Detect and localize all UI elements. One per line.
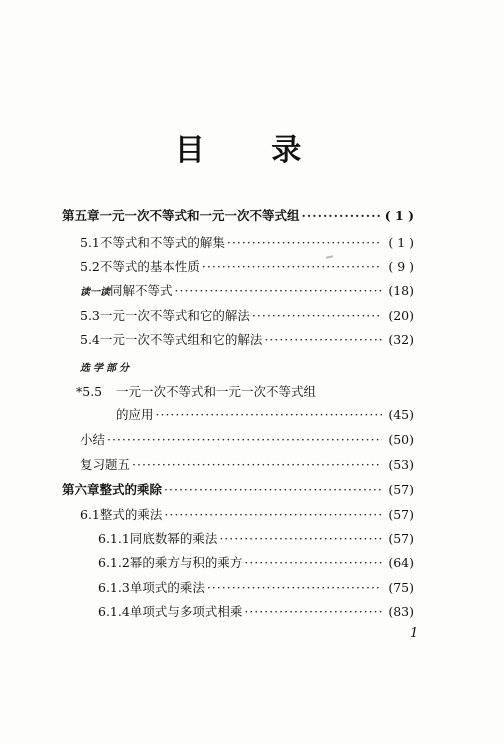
toc-entry-number: 5.1: [80, 235, 100, 250]
toc-leader-dots: [207, 580, 382, 596]
toc-entry-chapter-5: [62, 208, 414, 224]
toc-entry-page: (32): [388, 332, 414, 347]
toc-leader-dots: [156, 407, 382, 423]
toc-entry-number: 5.4: [80, 332, 100, 347]
toc-entry-number: 5.2: [80, 259, 100, 274]
toc-entry-number: *5.5: [76, 384, 103, 399]
toc-leader-dots: [264, 332, 382, 348]
page-title: 目 录: [174, 133, 330, 168]
toc-entry-5-3: [80, 308, 414, 324]
toc-entry-label: 整式的乘法: [99, 507, 163, 522]
toc-leader-dots: [244, 604, 382, 620]
toc-leader-dots: [302, 208, 382, 224]
toc-entry-page: (50): [388, 432, 414, 447]
toc-entry-page: (53): [388, 457, 414, 472]
toc-entry-6-1-1: [98, 531, 414, 547]
toc-entry-number: 5.3: [80, 308, 100, 323]
toc-entry-6-1-3: [98, 580, 414, 596]
toc-entry-number: 第五章: [62, 208, 100, 223]
toc-entry-page: ( 1 ): [384, 208, 414, 223]
toc-entry-label: 单项式与多项式相乘: [129, 604, 243, 619]
toc-leader-dots: [107, 432, 382, 448]
toc-entry-page: (45): [388, 407, 414, 422]
toc-entry-number: 6.1.1: [98, 531, 130, 546]
toc-entry-label: 幂的乘方与积的乘方: [129, 555, 243, 570]
toc-entry-label: 一元一次不等式和它的解法: [99, 308, 250, 323]
toc-entry-reading: [80, 283, 414, 301]
toc-entry-number: 小结: [80, 432, 106, 447]
toc-entry-5-2: [80, 259, 414, 275]
toc-entry-5-5: [76, 384, 414, 400]
toc-entry-page: (64): [388, 555, 414, 570]
toc-entry-label: 不等式的基本性质: [99, 259, 200, 274]
toc-leader-dots: [164, 482, 382, 498]
toc-entry-number: 读一读: [80, 287, 110, 298]
toc-entry-page: ( 9 ): [388, 259, 414, 274]
toc-entry-page: (75): [388, 580, 414, 595]
toc-entry-page: (57): [388, 507, 414, 522]
toc-entry-review: [80, 457, 414, 473]
toc-leader-dots: [252, 308, 382, 324]
toc-entry-label: 同底数幂的乘法: [129, 531, 218, 546]
toc-entry-6-1: [80, 507, 414, 523]
toc-entry-number: 第六章: [62, 482, 100, 497]
toc-entry-label: 整式的乘除: [99, 482, 163, 497]
toc-entry-page: (83): [388, 604, 414, 619]
toc-entry-number: 6.1.3: [98, 580, 130, 595]
toc-leader-dots: [132, 457, 382, 473]
toc-entry-number: 复习题五: [80, 457, 131, 472]
toc-entry-6-1-2: [98, 555, 414, 571]
toc-leader-dots: [219, 531, 382, 547]
toc-entry-page: (57): [388, 531, 414, 546]
toc-leader-dots: [202, 259, 382, 275]
toc-entry-label: 一元一次不等式和一元一次不等式组: [116, 384, 317, 399]
toc-leader-dots: [227, 235, 382, 251]
optional-section-label: 选学部分: [80, 363, 132, 374]
page-number: 1: [410, 626, 419, 641]
toc-entry-number: 6.1: [80, 507, 100, 522]
toc-entry-label: 的应用: [116, 407, 154, 422]
toc-entry-label: 同解不等式: [110, 283, 173, 298]
toc-leader-dots: [164, 507, 382, 523]
toc-entry-5-4: [80, 332, 414, 348]
toc-entry-6-1-4: [98, 604, 414, 620]
toc-entry-5-1: [80, 235, 414, 251]
toc-entry-page: (57): [388, 482, 414, 497]
toc-entry-number: 6.1.2: [98, 555, 130, 570]
toc-entry-page: ( 1 ): [388, 235, 414, 250]
toc-entry-5-5-continued: [116, 407, 414, 423]
toc-entry-label: 一元一次不等式组和它的解法: [99, 332, 263, 347]
toc-entry-number: 6.1.4: [98, 604, 130, 619]
toc-leader-dots: [244, 555, 382, 571]
toc-entry-page: (20): [388, 308, 414, 323]
toc-entry-label: 单项式的乘法: [129, 580, 205, 595]
toc-entry-label: 一元一次不等式和一元一次不等式组: [99, 208, 300, 223]
toc-entry-label: 不等式和不等式的解集: [99, 235, 225, 250]
toc-entry-page: (18): [388, 283, 414, 298]
toc-entry-chapter-6: [62, 482, 414, 498]
toc-entry-summary: [80, 432, 414, 448]
toc-leader-dots: [175, 283, 382, 299]
